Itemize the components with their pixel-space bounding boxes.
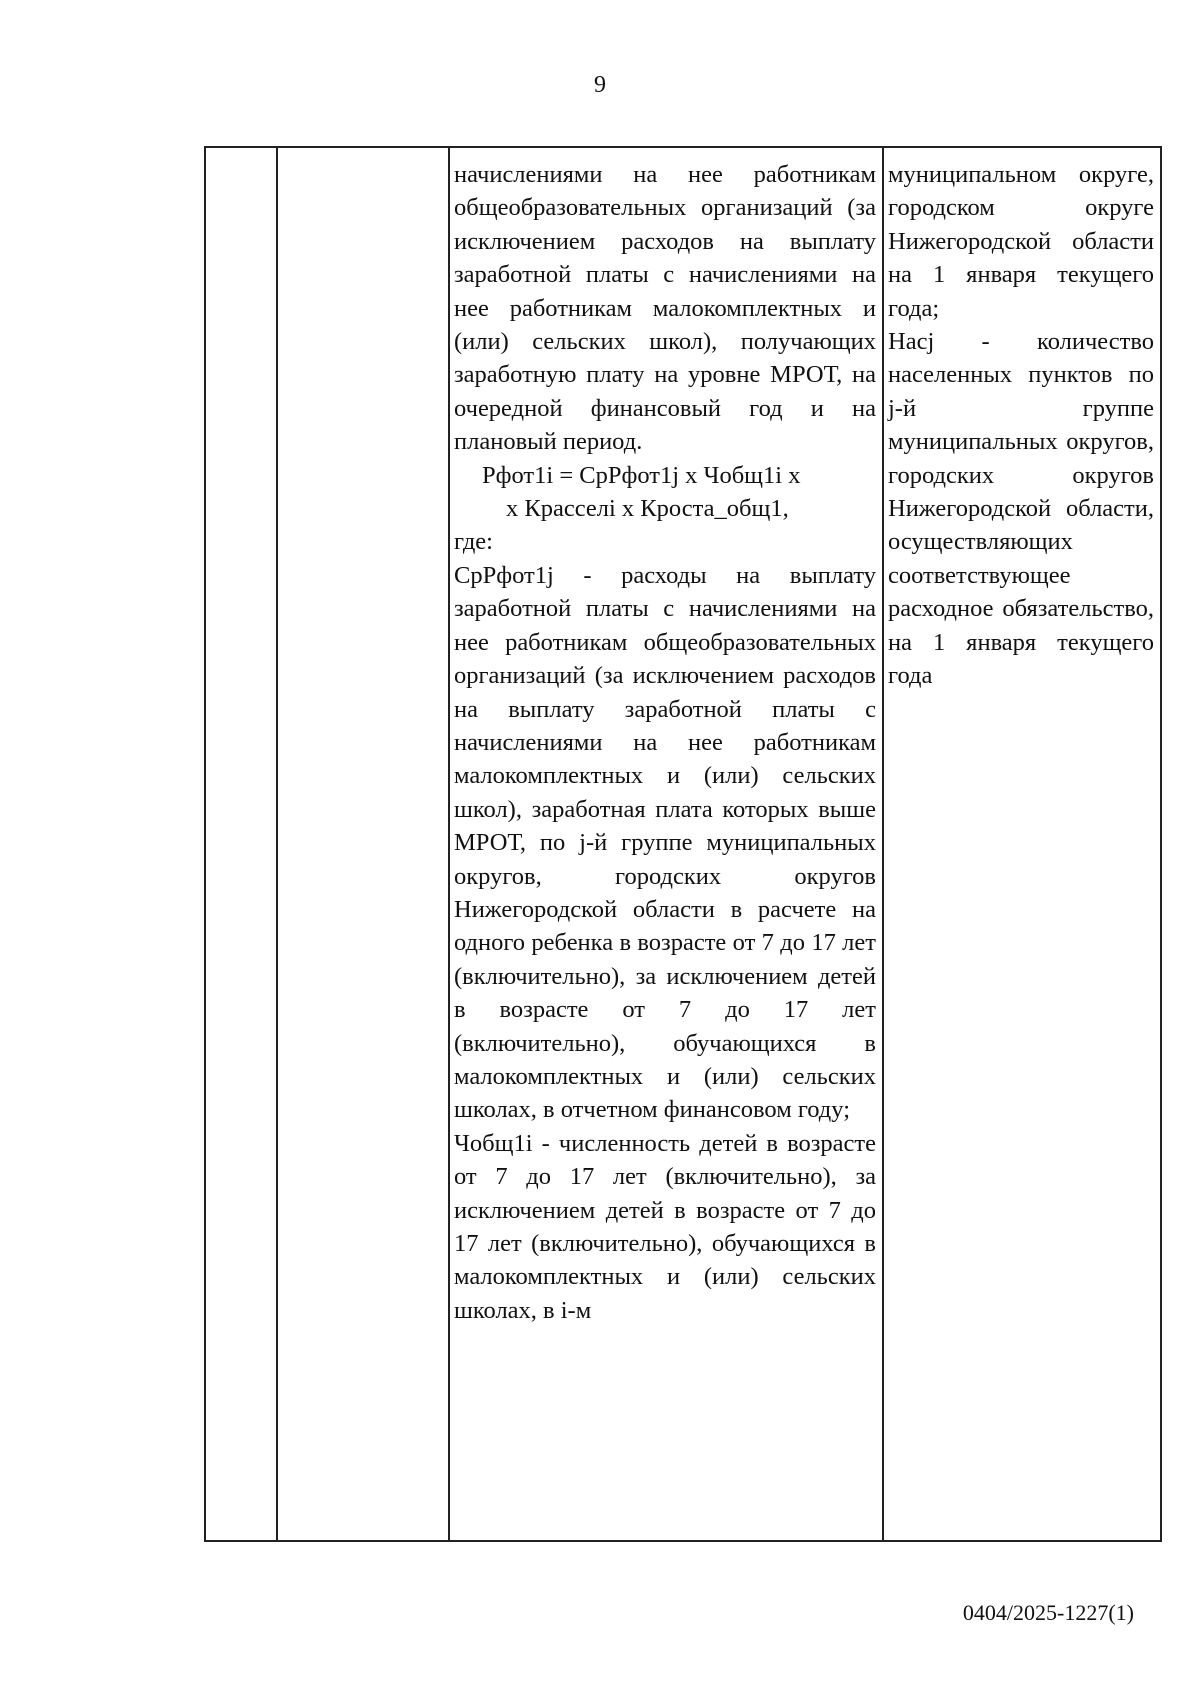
table-cell-right-text	[883, 147, 1161, 1541]
table-row	[205, 147, 1161, 1541]
formula-line-2: х Красселi х Кроста_общ1,	[506, 495, 789, 523]
definition-chobshch1i: Чобщ1i - численность детей в возрасте от 7 до 17 лет (включительно), за исключением детей в возрасте от 7 до 17 лет (включительно), обучающихся в малокомплектных и (или) сельских школах, в i-м	[454, 1129, 876, 1324]
document-registration-code: 0404/2025-1227(1)	[962, 1600, 1134, 1625]
page-number: 9	[594, 72, 606, 98]
formula-where: где:	[454, 528, 493, 556]
table-cell-empty-2	[277, 147, 449, 1541]
formula-line-1: Рфот1i = СрРфот1j х Чобщ1i х	[482, 461, 801, 489]
paragraph-municipal-okrug: муниципальном округе, городском округе Нижегородской области на 1 января текущего года;	[888, 161, 1154, 322]
table-cell-empty-1	[205, 147, 277, 1541]
definition-nasj: Насj - количество населенных пунктов по j-й группе муниципальных округов, городских округов Нижегородской области, осуществляющих соответствующее расходное обязательство, на 1 января текущего года	[888, 328, 1154, 690]
paragraph-wage-expenses-mrot: начислениями на нее работникам общеобразовательных организаций (за исключением расходов на выплату заработной платы с начислениями на нее работникам малокомплектных и (или) сельских школ), получающих заработную плату на уровне МРОТ, на очередной финансовый год и на плановый период.	[454, 161, 876, 456]
definition-srrfot1j: СрРфот1j - расходы на выплату заработной платы с начислениями на нее работникам общеобразовательных организаций (за исключением расходов на выплату заработной платы с начислениями на нее работникам малокомплектных и (или) сельских школ), заработная плата которых выше МРОТ, по j-й группе муниципальных округов, городских округов Нижегородской области в расчете на одного ребенка в возрасте от 7 до 17 лет (включительно), за исключением детей в возрасте от 7 до 17 лет (включительно), обучающихся в малокомплектных и (или) сельских школах, в отчетном финансовом году;	[454, 561, 876, 1124]
document-table	[204, 146, 1162, 1542]
table-cell-main-text	[449, 147, 883, 1541]
